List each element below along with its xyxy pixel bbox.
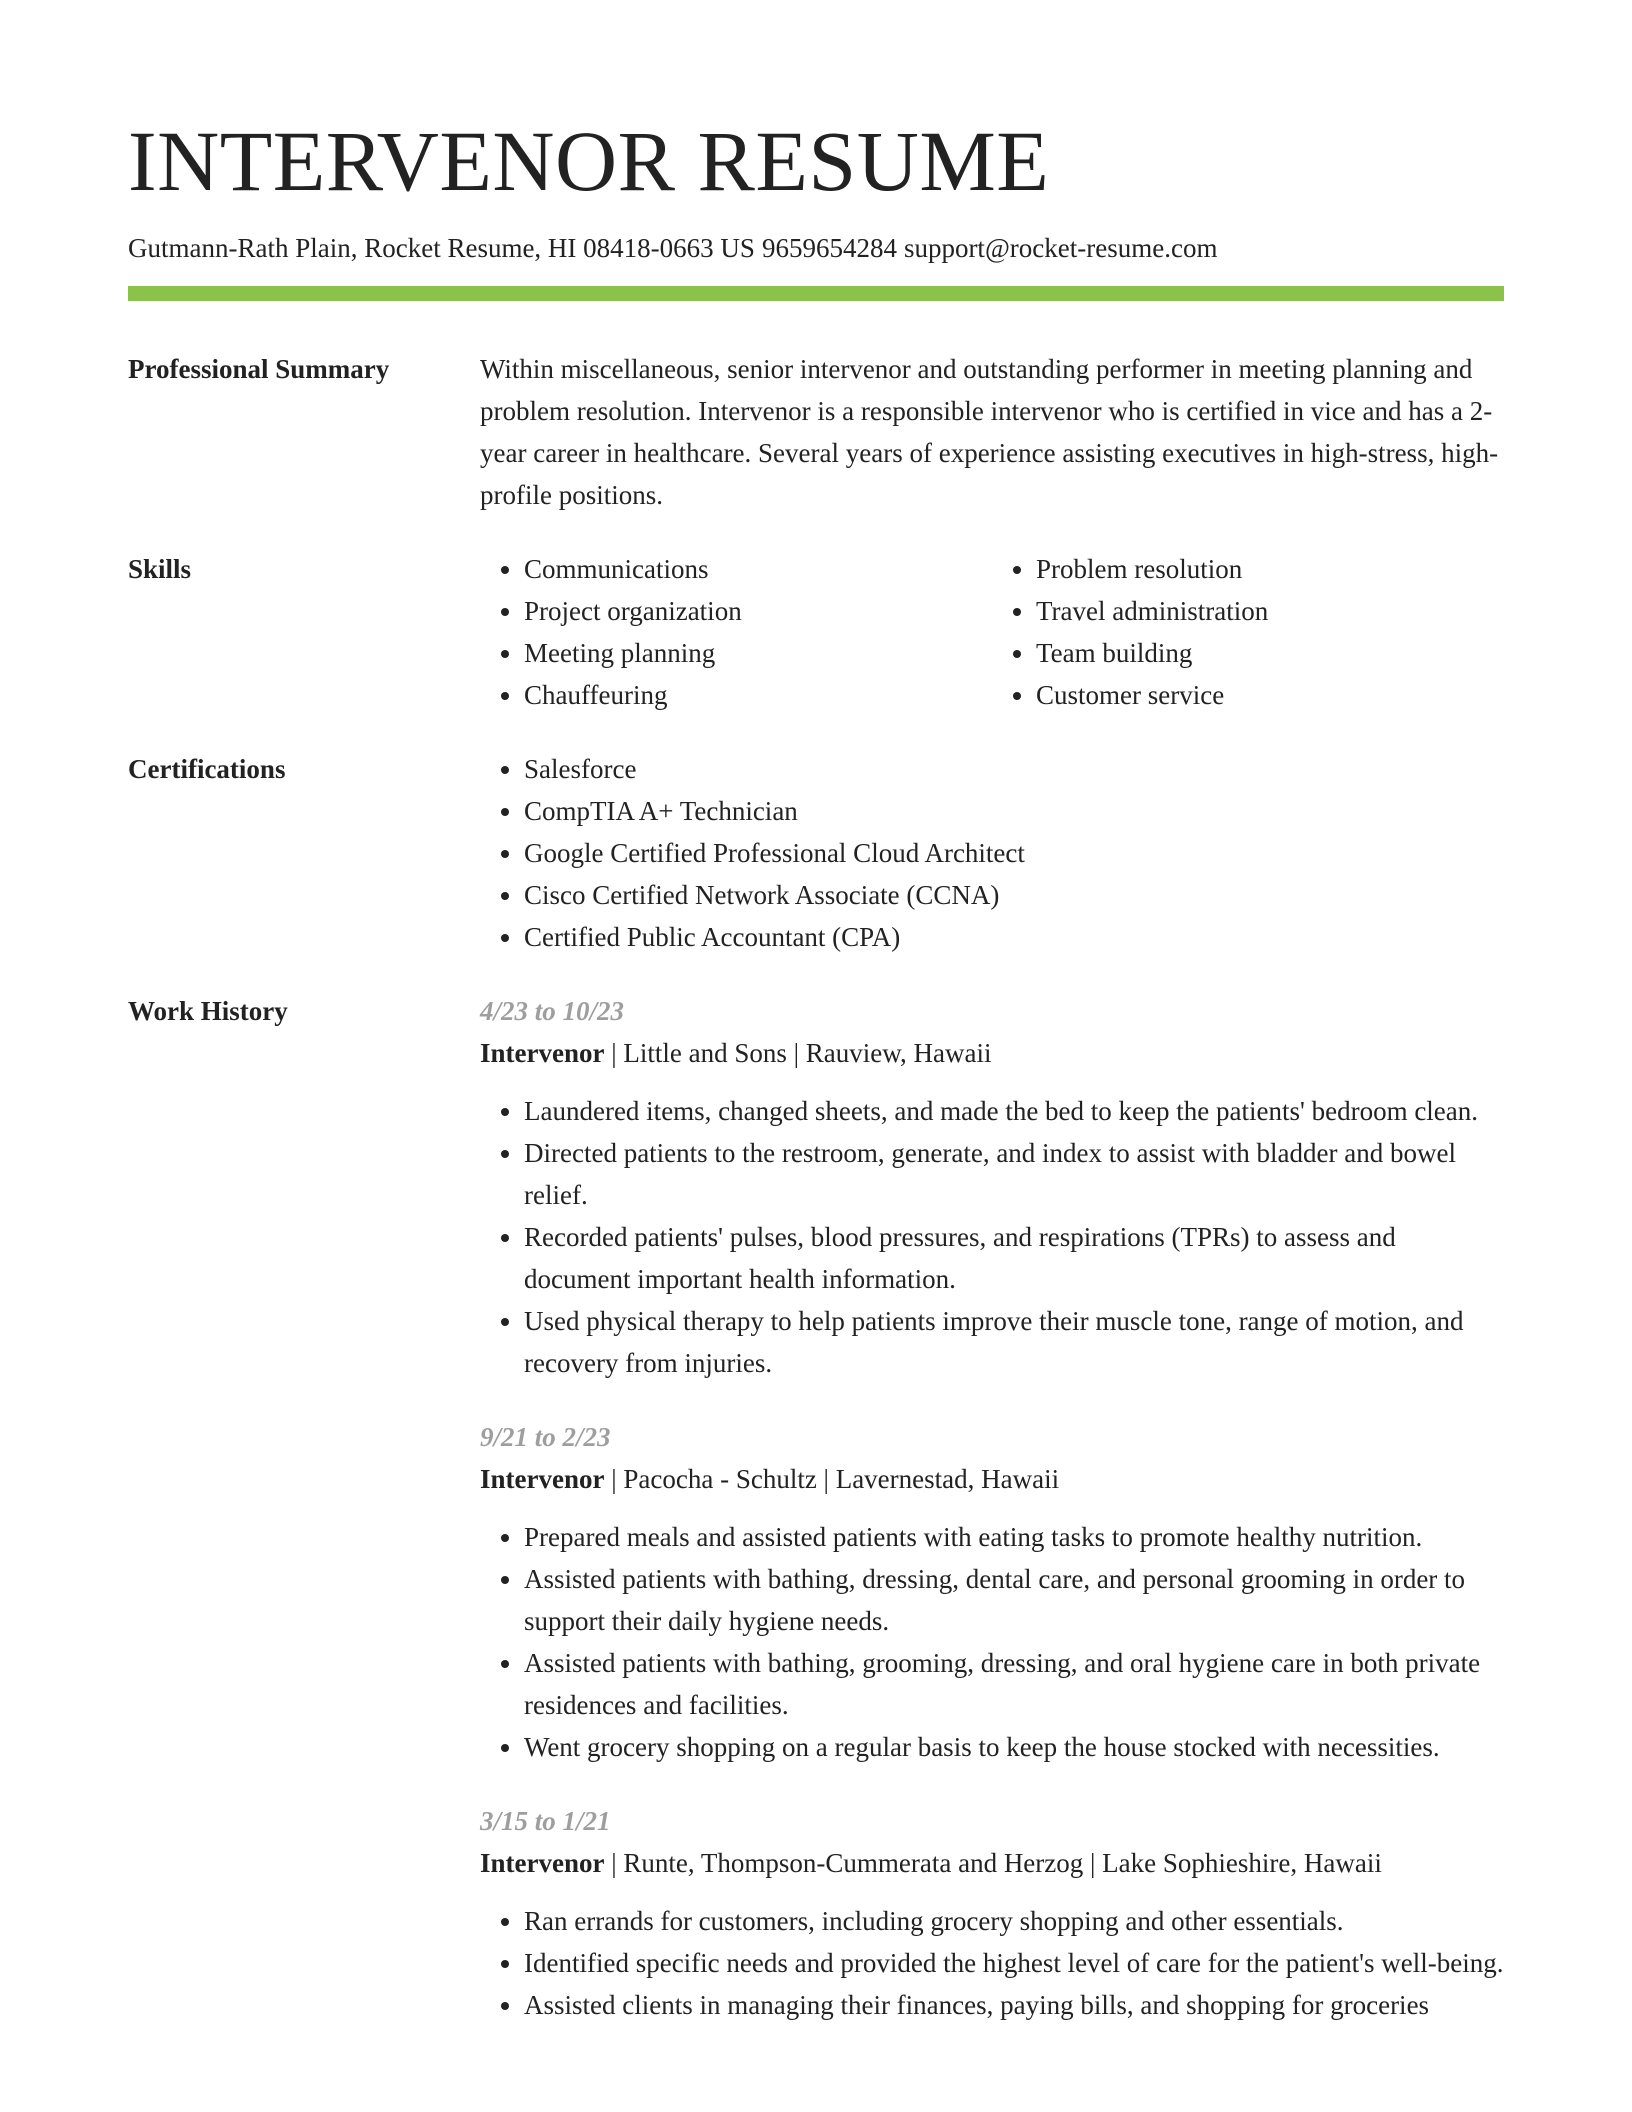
resume-title: INTERVENOR RESUME [128, 113, 1050, 209]
summary-body [480, 348, 1504, 516]
certifications-body [480, 748, 1504, 958]
job-entry [480, 1416, 1504, 1768]
work-history-label: Work History [128, 996, 288, 1026]
summary-text: Within miscellaneous, senior intervenor and outstanding performer in meeting planning and problem resolution. Intervenor is a responsible intervenor who is certified in vice and has a 2-year career in healthcare. Several years of experience assisting executives in high-stress, high-profile positions. [480, 354, 1499, 510]
contact-phone: 9659654284 [761, 233, 897, 263]
job-title: Intervenor [480, 1464, 605, 1494]
job-header [480, 1842, 1504, 1884]
skill-item: • Team building [1036, 632, 1504, 674]
job-details: | Pacocha - Schultz | Lavernestad, Hawaii [611, 1464, 1060, 1494]
skill-item: • Problem resolution [1036, 548, 1504, 590]
job-details: | Runte, Thompson-Cummerata and Herzog | Lake Sophieshire, Hawaii [611, 1848, 1382, 1878]
job-duties [480, 1900, 1504, 2026]
certification-item: • Salesforce [524, 748, 1504, 790]
job-header [480, 1032, 1504, 1074]
skill-item: • Travel administration [1036, 590, 1504, 632]
duty-item: • Used physical therapy to help patients improve their muscle tone, range of motion, and recovery from injuries. [524, 1300, 1504, 1384]
job-title: Intervenor [480, 1848, 605, 1878]
skills-columns [480, 548, 1504, 716]
certifications-label: Certifications [128, 754, 286, 784]
duty-item: • Prepared meals and assisted patients with eating tasks to promote healthy nutrition. [524, 1516, 1504, 1558]
duty-item: • Identified specific needs and provided the highest level of care for the patient's well-being. [524, 1942, 1504, 1984]
skills-list-left [480, 548, 992, 716]
summary-label: Professional Summary [128, 354, 390, 384]
duty-item: • Assisted patients with bathing, grooming, dressing, and oral hygiene care in both private residences and facilities. [524, 1642, 1504, 1726]
contact-line [128, 232, 1224, 264]
contact-email: support@rocket-resume.com [903, 233, 1218, 263]
job-header [480, 1458, 1504, 1500]
job-dates: 9/21 to 2/23 [480, 1422, 611, 1452]
duty-item: • Directed patients to the restroom, generate, and index to assist with bladder and bowel relief. [524, 1132, 1504, 1216]
certifications-list [480, 748, 1504, 958]
skill-item: • Customer service [1036, 674, 1504, 716]
job-dates: 3/15 to 1/21 [480, 1806, 611, 1836]
duty-item: • Ran errands for customers, including grocery shopping and other essentials. [524, 1900, 1504, 1942]
duty-item: • Assisted clients in managing their finances, paying bills, and shopping for groceries [524, 1984, 1504, 2026]
duty-item: • Went grocery shopping on a regular basis to keep the house stocked with necessities. [524, 1726, 1504, 1768]
skills-list-right [992, 548, 1504, 716]
job-title: Intervenor [480, 1038, 605, 1068]
job-entry [480, 1800, 1504, 2026]
skills-label: Skills [128, 554, 192, 584]
skill-item: • Communications [524, 548, 992, 590]
skills-body [480, 548, 1504, 716]
header-divider [128, 286, 1504, 301]
certification-item: • CompTIA A+ Technician [524, 790, 1504, 832]
job-dates: 4/23 to 10/23 [480, 996, 625, 1026]
work-history-body [480, 990, 1504, 2026]
certification-item: • Cisco Certified Network Associate (CCNA) [524, 874, 1504, 916]
contact-address: Gutmann-Rath Plain, Rocket Resume, HI 08418-0663 US [128, 233, 755, 263]
duty-item: • Recorded patients' pulses, blood pressures, and respirations (TPRs) to assess and document important health information. [524, 1216, 1504, 1300]
job-details: | Little and Sons | Rauview, Hawaii [611, 1038, 992, 1068]
skill-item: • Project organization [524, 590, 992, 632]
job-duties [480, 1516, 1504, 1768]
job-duties [480, 1090, 1504, 1384]
certification-item: • Google Certified Professional Cloud Architect [524, 832, 1504, 874]
certification-item: • Certified Public Accountant (CPA) [524, 916, 1504, 958]
skill-item: • Meeting planning [524, 632, 992, 674]
duty-item: • Assisted patients with bathing, dressing, dental care, and personal grooming in order to support their daily hygiene needs. [524, 1558, 1504, 1642]
duty-item: • Laundered items, changed sheets, and made the bed to keep the patients' bedroom clean. [524, 1090, 1504, 1132]
skill-item: • Chauffeuring [524, 674, 992, 716]
job-entry [480, 990, 1504, 1384]
